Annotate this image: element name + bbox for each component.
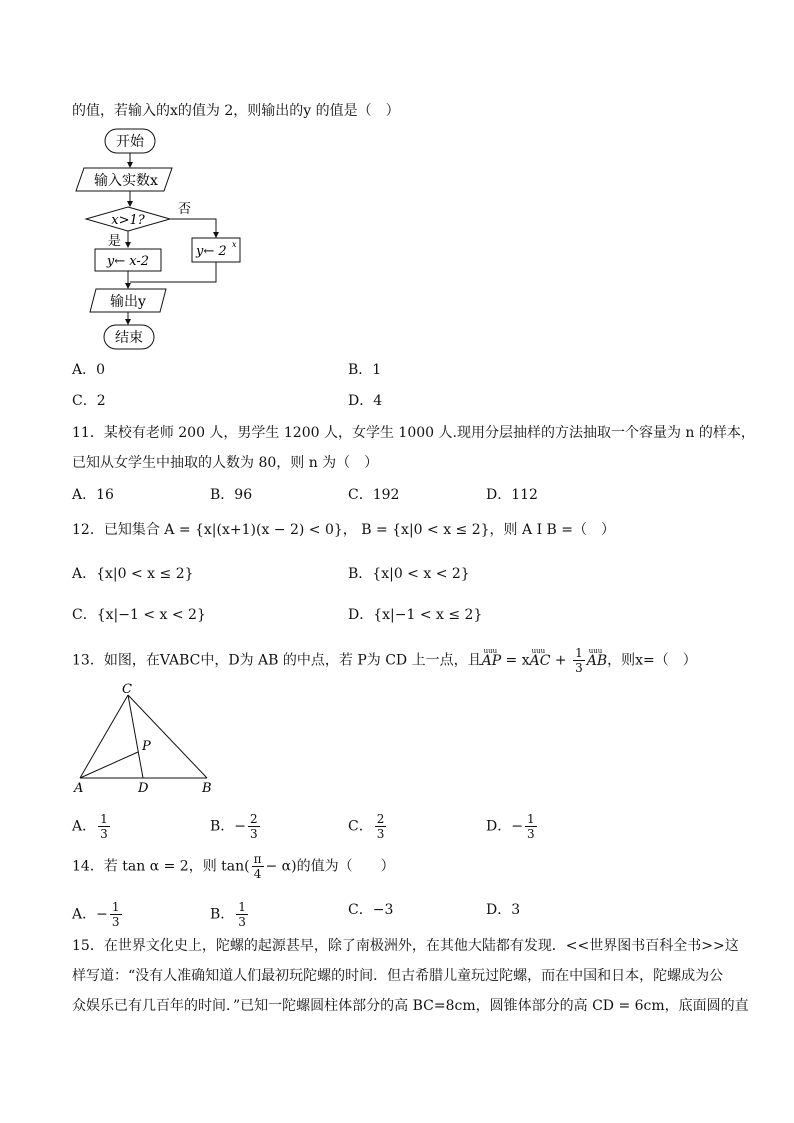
q12-option-a[interactable] bbox=[72, 564, 194, 584]
option-text: {x|−1 < x < 2} bbox=[96, 607, 206, 623]
option-label: A． bbox=[72, 566, 97, 582]
fraction-num: 2 bbox=[250, 812, 258, 826]
vector-ab bbox=[586, 646, 608, 671]
vector-text: AP bbox=[481, 652, 502, 669]
vector-mark: uuu bbox=[531, 646, 546, 655]
q14-stem bbox=[72, 852, 395, 881]
option-fraction bbox=[98, 812, 110, 841]
option-text: {x|−1 < x ≤ 2} bbox=[373, 607, 483, 623]
q10-stem: 的值，若输入的x的值为 2，则输出的y 的值是（ ） bbox=[72, 103, 400, 119]
q12-option-b[interactable] bbox=[348, 564, 470, 584]
q11-option-c[interactable] bbox=[348, 485, 399, 505]
q10-option-a[interactable] bbox=[72, 360, 105, 380]
option-text: −3 bbox=[372, 902, 394, 918]
equals-text: = x bbox=[501, 652, 530, 669]
q10-option-c[interactable] bbox=[72, 391, 106, 411]
fraction-num: 1 bbox=[100, 812, 108, 826]
q11-stem-line2: 已知从女学生中抽取的人数为 80，则 n 为（ ） bbox=[72, 455, 379, 471]
plus-text: + bbox=[550, 652, 572, 669]
q10-option-d[interactable] bbox=[348, 391, 382, 411]
option-label: A． bbox=[72, 487, 97, 503]
vector-text: AC bbox=[529, 652, 551, 669]
option-label: C． bbox=[72, 393, 97, 409]
q14-option-b[interactable] bbox=[210, 900, 250, 929]
option-text: 4 bbox=[373, 393, 383, 409]
option-text: 192 bbox=[372, 487, 400, 503]
q13-option-a[interactable] bbox=[72, 812, 112, 841]
vector-ac bbox=[529, 646, 551, 671]
option-text: 2 bbox=[96, 393, 106, 409]
fraction-num: 1 bbox=[238, 900, 246, 914]
option-text: 3 bbox=[511, 902, 521, 918]
option-sign: − bbox=[234, 818, 247, 835]
option-text: {x|0 < x < 2} bbox=[372, 566, 470, 582]
fraction-den: 3 bbox=[376, 827, 385, 841]
flow-right-exp: x bbox=[232, 240, 237, 249]
q11-option-d[interactable] bbox=[486, 485, 538, 505]
flow-right-text: y← 2 bbox=[196, 244, 227, 259]
fraction-den: 3 bbox=[100, 827, 108, 841]
q15-line1: 15．在世界文化史上，陀螺的起源甚早，除了南极洲外，在其他大陆都有发现．<<世界图书百科全书>>这 bbox=[72, 938, 739, 954]
option-label: B． bbox=[348, 362, 373, 378]
flowchart bbox=[72, 125, 272, 355]
flow-input-text: 输入实数x bbox=[94, 173, 158, 189]
q15-line3: 众娱乐已有几百年的时间．”已知一陀螺圆柱体部分的高 BC=8cm，圆锥体部分的高 CD = 6cm，底面圆的直 bbox=[72, 998, 749, 1014]
fraction-den: 3 bbox=[238, 915, 246, 929]
q14-option-a[interactable] bbox=[72, 900, 124, 929]
option-text: 16 bbox=[96, 487, 114, 503]
option-label: D． bbox=[486, 902, 512, 918]
label-d: D bbox=[138, 781, 149, 795]
option-label: A． bbox=[72, 906, 97, 923]
flow-end-text: 结束 bbox=[115, 330, 143, 346]
q14-option-d[interactable] bbox=[486, 900, 520, 920]
label-c: C bbox=[122, 682, 132, 697]
option-label: B． bbox=[348, 566, 373, 582]
q11-stem-line1: 11．某校有老师 200 人，男学生 1200 人，女学生 1000 人.现用分层抽样的方法抽取一个容量为 n 的样本， bbox=[72, 425, 755, 441]
option-text: 112 bbox=[511, 487, 538, 503]
option-fraction bbox=[525, 812, 537, 841]
option-fraction bbox=[375, 812, 387, 841]
option-label: D． bbox=[348, 607, 374, 623]
option-text: 0 bbox=[96, 362, 106, 378]
option-label: A． bbox=[72, 818, 97, 835]
q13-stem-tail: ，则x=（ ） bbox=[607, 652, 697, 669]
fraction bbox=[573, 646, 585, 675]
option-text: {x|0 < x ≤ 2} bbox=[96, 566, 194, 582]
fraction-den: 3 bbox=[526, 827, 535, 841]
flow-left-text: y← x-2 bbox=[106, 254, 150, 269]
flow-start-text: 开始 bbox=[116, 134, 144, 150]
q13-stem-text: 13．如图，在VABC中，D为 AB 的中点，若 P为 CD 上一点，且 bbox=[72, 652, 482, 669]
fraction-den: 3 bbox=[250, 827, 258, 841]
fraction-num: 1 bbox=[575, 646, 583, 660]
fraction-num: 2 bbox=[376, 812, 385, 826]
option-text: 1 bbox=[372, 362, 382, 378]
flow-yes-label: 是 bbox=[108, 234, 122, 249]
option-label: A． bbox=[72, 362, 97, 378]
q14-stem-tail: − α)的值为（ ） bbox=[265, 858, 395, 875]
vector-mark: uuu bbox=[588, 646, 603, 655]
option-label: B． bbox=[210, 906, 235, 923]
option-text: 96 bbox=[234, 487, 253, 503]
option-label: D． bbox=[348, 393, 374, 409]
label-p: P bbox=[142, 739, 151, 754]
option-label: C． bbox=[348, 902, 373, 918]
pi-over-four bbox=[252, 852, 264, 881]
fraction-num: 1 bbox=[526, 812, 535, 826]
option-sign: − bbox=[511, 818, 523, 835]
vector-ap bbox=[481, 646, 502, 671]
option-label: C． bbox=[348, 487, 373, 503]
option-fraction bbox=[110, 900, 122, 929]
q13-stem bbox=[72, 646, 697, 675]
option-label: B． bbox=[210, 818, 235, 835]
flow-decision-text: x>1? bbox=[111, 213, 145, 228]
label-a: A bbox=[74, 781, 84, 795]
q12-option-d[interactable] bbox=[348, 605, 482, 625]
option-label: D． bbox=[486, 487, 512, 503]
q12-option-c[interactable] bbox=[72, 605, 206, 625]
vector-text: AB bbox=[586, 652, 608, 669]
flow-output-text: 输出y bbox=[110, 294, 146, 310]
q10-option-b[interactable] bbox=[348, 360, 381, 380]
option-label: C． bbox=[348, 818, 373, 835]
triangle-figure bbox=[72, 680, 232, 795]
option-label: C． bbox=[72, 607, 97, 623]
option-label: B． bbox=[210, 487, 235, 503]
option-fraction bbox=[236, 900, 248, 929]
q11-option-a[interactable] bbox=[72, 485, 114, 505]
q15-line2: 样写道：“没有人准确知道人们最初玩陀螺的时间．但古希腊儿童玩过陀螺，而在中国和日本，陀螺成为公 bbox=[72, 968, 724, 984]
option-sign: − bbox=[96, 906, 108, 923]
q14-stem-text: 14．若 tan α = 2，则 tan( bbox=[72, 858, 250, 875]
q13-option-b[interactable] bbox=[210, 812, 262, 841]
flow-no-label: 否 bbox=[178, 202, 192, 217]
vector-mark: uuu bbox=[483, 646, 498, 655]
q11-option-b[interactable] bbox=[210, 485, 252, 505]
fraction-den: 3 bbox=[575, 661, 583, 675]
q13-option-c[interactable] bbox=[348, 812, 388, 841]
option-fraction bbox=[248, 812, 260, 841]
fraction-num: π bbox=[253, 852, 262, 866]
fraction-num: 1 bbox=[111, 900, 120, 914]
q12-stem: 12．已知集合 A = {x|(x+1)(x − 2) < 0}， B = {x|0 < x ≤ 2}，则 A I B =（ ） bbox=[72, 522, 616, 538]
q13-option-d[interactable] bbox=[486, 812, 539, 841]
q14-option-c[interactable] bbox=[348, 900, 393, 920]
fraction-den: 4 bbox=[253, 867, 262, 881]
fraction-den: 3 bbox=[111, 915, 120, 929]
option-label: D． bbox=[486, 818, 512, 835]
label-b: B bbox=[202, 781, 212, 795]
